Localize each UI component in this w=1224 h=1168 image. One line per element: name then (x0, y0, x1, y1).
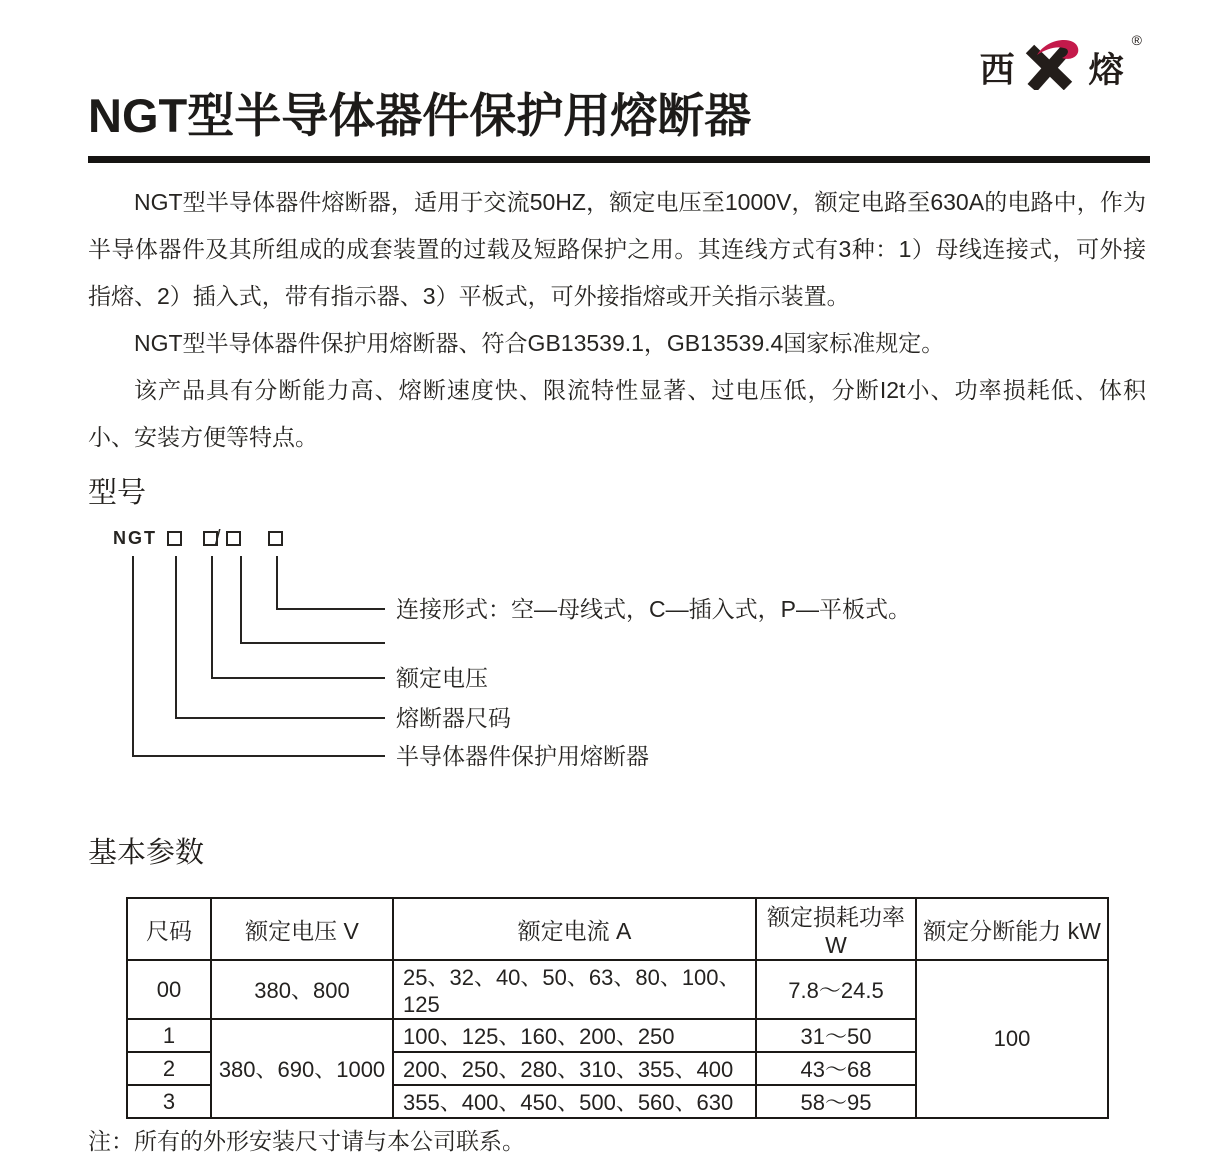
label-product-name: 半导体器件保护用熔断器 (396, 743, 649, 769)
diagram-vline-product (132, 556, 134, 757)
diagram-hline-product (132, 755, 385, 757)
basic-parameters-table (126, 897, 1109, 1119)
header-breaking-capacity: 额定分断能力 kW (916, 898, 1108, 960)
cell-current: 355、400、450、500、560、630 (393, 1085, 756, 1118)
cell-power: 58～95 (756, 1085, 916, 1118)
diagram-vline-box3 (240, 556, 242, 644)
table-row (127, 960, 1108, 1019)
page-title: NGT型半导体器件保护用熔断器 (88, 89, 752, 142)
model-code-box-3 (226, 531, 241, 546)
registered-trademark-icon: ® (1131, 32, 1142, 48)
title-underline-rule (88, 156, 1150, 163)
cell-breaking-capacity: 100 (916, 960, 1108, 1118)
cell-current: 100、125、160、200、250 (393, 1019, 756, 1052)
cell-power: 31～50 (756, 1019, 916, 1052)
model-code-diagram (0, 520, 1224, 790)
cell-size: 3 (127, 1085, 211, 1118)
logo-x-mark-icon (1023, 40, 1081, 90)
cell-voltage: 380、800 (211, 960, 393, 1019)
logo-char-xi: 西 (979, 51, 1015, 90)
cell-current: 200、250、280、310、355、400 (393, 1052, 756, 1085)
diagram-vline-size (175, 556, 177, 719)
model-code-prefix: NGT (113, 528, 157, 548)
model-section-heading: 型号 (88, 477, 147, 509)
model-code-box-1 (167, 531, 182, 546)
cell-power: 7.8～24.5 (756, 960, 916, 1019)
header-rated-current: 额定电流 A (393, 898, 756, 960)
cell-voltage-merged: 380、690、1000 (211, 1019, 393, 1118)
diagram-hline-box3 (240, 642, 385, 644)
intro-paragraph-1: NGT型半导体器件熔断器，适用于交流50HZ，额定电压至1000V，额定电路至630A的电路中，作为半导体器件及其所组成的成套装置的过载及短路保护之用。其连线方式有3种：1）母线连接式，可外接指熔、2）插入式，带有指示器、3）平板式，可外接指熔或开关指示装置。 (88, 189, 1146, 309)
intro-paragraph-3: 该产品具有分断能力高、熔断速度快、限流特性显著、过电压低，分断I2t小、功率损耗低、体积小、安装方便等特点。 (88, 377, 1146, 450)
cell-size: 1 (127, 1019, 211, 1052)
cell-size: 2 (127, 1052, 211, 1085)
table-header-row (127, 898, 1108, 960)
label-rated-voltage: 额定电压 (396, 665, 488, 691)
diagram-hline-size (175, 717, 385, 719)
label-fuse-size: 熔断器尺码 (396, 705, 511, 731)
diagram-hline-connection (276, 608, 385, 610)
footnote: 注：所有的外形安装尺寸请与本公司联系。 (88, 1128, 525, 1154)
params-section-heading: 基本参数 (88, 837, 205, 869)
label-connection-type: 连接形式：空—母线式，C—插入式，P—平板式。 (396, 596, 911, 622)
header-power-loss: 额定损耗功率 W (756, 898, 916, 960)
diagram-hline-voltage (211, 677, 385, 679)
header-rated-voltage: 额定电压 V (211, 898, 393, 960)
cell-size: 00 (127, 960, 211, 1019)
header-size: 尺码 (127, 898, 211, 960)
intro-paragraph-2: NGT型半导体器件保护用熔断器、符合GB13539.1，GB13539.4国家标准规定。 (134, 330, 945, 356)
diagram-vline-voltage (211, 556, 213, 679)
diagram-vline-connection (276, 556, 278, 610)
intro-text-block (88, 179, 1146, 461)
logo-char-rong: 熔 (1088, 51, 1124, 90)
model-code-slash: / (215, 527, 221, 549)
cell-power: 43～68 (756, 1052, 916, 1085)
cell-current: 25、32、40、50、63、80、100、125 (393, 960, 756, 1019)
model-code-box-4 (268, 531, 283, 546)
brand-logo (979, 32, 1142, 90)
